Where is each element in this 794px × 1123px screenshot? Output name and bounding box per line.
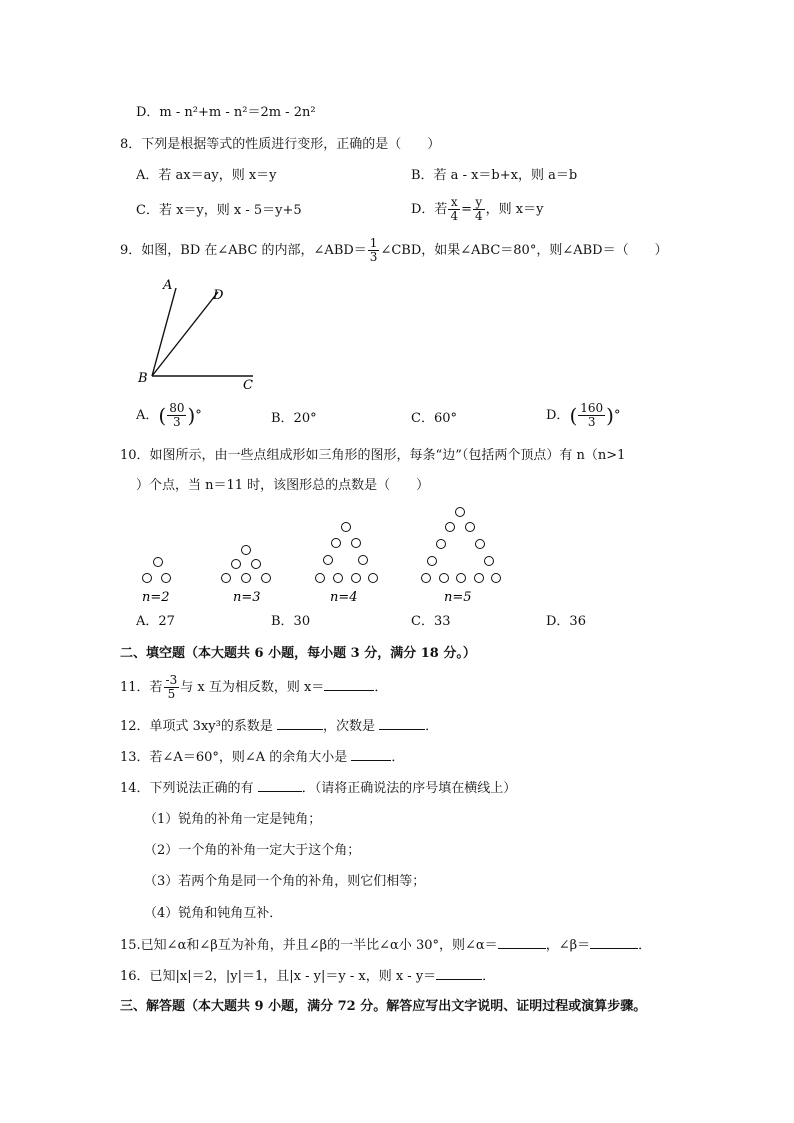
question-12: 12．单项式 3xy³的系数是 ，次数是 ．	[120, 719, 439, 734]
label-a: A	[163, 278, 173, 293]
dot-triangles-figure-q10	[130, 500, 530, 608]
fraction-neg3-over-5: $\frac{-3}{5}$	[165, 673, 178, 701]
q9-option-d: D．( $\frac{160}{3}$ )°	[546, 401, 621, 429]
q14-statement-1: （1）锐角的补角一定是钝角；	[144, 812, 322, 827]
answer-blank-q14[interactable]	[258, 779, 302, 792]
q14-statement-3: （3）若两个角是同一个角的补角，则它们相等；	[144, 874, 426, 889]
label-d: D	[213, 288, 224, 303]
q7-option-d: D．m - n²+m - n²＝2m - 2n²	[136, 105, 316, 120]
question-13: 13．若∠A＝60°，则∠A 的余角大小是 ．	[120, 750, 405, 765]
label-n2: n=2	[142, 590, 170, 605]
label-c: C	[243, 378, 253, 392]
question-15: 15.已知∠α和∠β互为补角，并且∠β的一半比∠α小 30°，则∠α＝ ，∠β＝ ．	[120, 938, 652, 953]
answer-blank-q16[interactable]	[436, 967, 482, 980]
label-n5: n=5	[444, 590, 472, 605]
dot-triangle-n4	[316, 523, 378, 583]
q9-option-b: B．20°	[271, 411, 317, 426]
question-10-stem-line1: 10．如图所示，由一些点组成形如三角形的图形，每条“边”（包括两个顶点）有 n（n>1	[120, 448, 626, 463]
q10-option-b: B．30	[271, 614, 311, 629]
q10-option-a: A．27	[136, 614, 175, 629]
q10-option-d: D．36	[546, 614, 586, 629]
answer-blank-q11[interactable]	[324, 678, 374, 691]
q8-option-d: D．若 $\frac{x}{4}$ = $\frac{y}{4}$ ，则 x＝y	[411, 195, 544, 223]
section-2-heading: 二、填空题（本大题共 6 小题，每小题 3 分，满分 18 分。）	[120, 646, 476, 661]
q14-statement-2: （2）一个角的补角一定大于这个角；	[144, 843, 361, 858]
fraction-y-over-4: $\frac{y}{4}$	[474, 195, 483, 223]
question-8-stem: 8．下列是根据等式的性质进行变形，正确的是（ ）	[120, 137, 441, 152]
fraction-160-over-3: $\frac{160}{3}$	[580, 401, 604, 429]
q10-option-c: C．33	[411, 614, 451, 629]
answer-blank-q15-beta[interactable]	[590, 936, 638, 949]
q9-option-a: A．( $\frac{80}{3}$ )°	[136, 401, 202, 429]
label-n3: n=3	[233, 590, 261, 605]
section-3-heading: 三、解答题（本大题共 9 小题，满分 72 分。解答应写出文字说明、证明过程或演算步骤。	[120, 999, 647, 1014]
q8-option-b: B．若 a - x＝b+x，则 a＝b	[411, 168, 578, 183]
label-n4: n=4	[330, 590, 358, 605]
question-14: 14．下列说法正确的有 ．（请将正确说法的序号填在横线上）	[120, 781, 517, 796]
angle-figure-q9	[130, 272, 270, 392]
q8-option-a: A．若 ax＝ay，则 x＝y	[136, 168, 277, 183]
answer-blank-q12-coefficient[interactable]	[277, 717, 323, 730]
q8-option-c: C．若 x＝y，则 x - 5＝y+5	[136, 203, 302, 218]
fraction-80-over-3: $\frac{80}{3}$	[169, 401, 185, 429]
ray-bd	[152, 292, 218, 376]
dot-triangle-n2	[143, 558, 171, 583]
question-16: 16．已知|x|＝2，|y|＝1，且|x - y|＝y - x，则 x - y＝ ．	[120, 969, 496, 984]
answer-blank-q15-alpha[interactable]	[498, 936, 546, 949]
answer-blank-q13[interactable]	[351, 748, 391, 761]
dot-triangle-n5	[422, 508, 501, 583]
question-9-stem: 9．如图，BD 在∠ABC 的内部，∠ABD＝ $\frac{1}{3}$ ∠CBD，如果∠ABC＝80°，则∠ABD＝（ ）	[120, 236, 668, 264]
answer-blank-q12-degree[interactable]	[379, 717, 425, 730]
fraction-one-third: $\frac{1}{3}$	[369, 236, 378, 264]
ray-ba	[152, 288, 176, 376]
question-11: 11．若 $\frac{-3}{5}$ 与 x 互为相反数，则 x＝ ．	[120, 673, 388, 701]
q9-option-c: C．60°	[411, 411, 457, 426]
question-10-stem-line2: ）个点，当 n＝11 时，该图形总的点数是（ ）	[136, 478, 430, 493]
q14-statement-4: （4）锐角和钝角互补．	[144, 906, 283, 921]
dot-triangle-n3	[222, 546, 271, 583]
label-b: B	[138, 371, 148, 386]
fraction-x-over-4: $\frac{x}{4}$	[450, 195, 459, 223]
